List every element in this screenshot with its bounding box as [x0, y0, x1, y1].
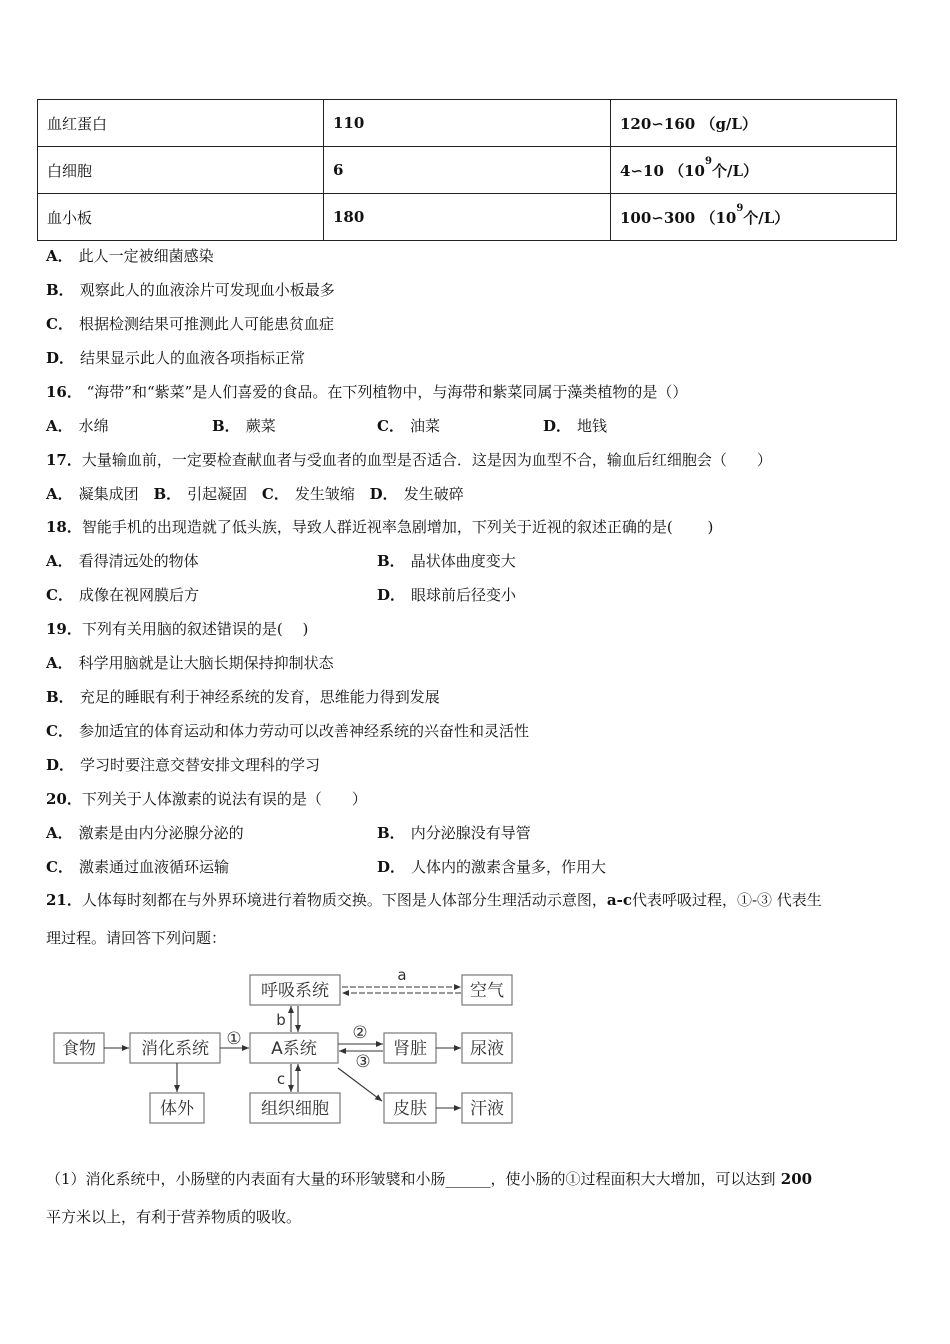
q19-option-b: B． 充足的睡眠有利于神经系统的发育，思维能力得到发展 — [46, 688, 440, 706]
box-a-system-label: A系统 — [271, 1039, 317, 1059]
q20-option-b: B． 内分泌腺没有导管 — [377, 824, 531, 842]
label-one: ① — [226, 1029, 242, 1049]
q18-option-b: B． 晶状体曲度变大 — [377, 552, 516, 570]
table-cell-range: 100∽300 （$10^9$个/L） — [611, 194, 897, 241]
q17-option-d: D． 发生破碎 — [369, 485, 464, 503]
q18-option-a: A． 看得清远处的物体 — [46, 552, 199, 570]
box-air-label: 空气 — [470, 981, 504, 1001]
label-three: ③ — [355, 1052, 371, 1072]
table-cell-value: 180 — [324, 194, 611, 241]
table-cell-range: 120∽160 （g/L） — [611, 100, 897, 147]
q17-stem: 17．大量输血前，一定要检查献血者与受血者的血型是否适合．这是因为血型不合，输血后红细胞会（ ） — [46, 451, 772, 469]
table-row — [38, 147, 897, 194]
q17-option-c: C． 发生皱缩 — [261, 485, 355, 503]
q16-stem: 16． “海带”和“紫菜”是人们喜爱的食品。在下列植物中，与海带和紫菜同属于藻类植物的是（） — [46, 383, 688, 401]
q20-option-d: D． 人体内的激素含量多，作用大 — [377, 858, 607, 876]
label-a: a — [397, 966, 407, 984]
q15-option-c: C． 根据检测结果可推测此人可能患贫血症 — [46, 315, 334, 333]
q15-option-b: B． 观察此人的血液涂片可发现血小板最多 — [46, 281, 335, 299]
table-cell-name: 白细胞 — [38, 147, 324, 194]
box-tissue-label: 组织细胞 — [261, 1099, 329, 1119]
label-b: b — [276, 1011, 286, 1029]
answer-blank[interactable]: ______ — [445, 1170, 491, 1188]
box-sweat-label: 汗液 — [470, 1099, 504, 1119]
table-cell-value: 110 — [324, 100, 611, 147]
box-skin-label: 皮肤 — [393, 1099, 427, 1119]
physiology-diagram — [0, 955, 950, 1145]
box-outside-label: 体外 — [160, 1099, 194, 1119]
q21-sub1-line2: 平方米以上，有利于营养物质的吸收。 — [46, 1208, 302, 1226]
q19-option-a: A． 科学用脑就是让大脑长期保持抑制状态 — [46, 654, 334, 672]
q15-option-a: A． 此人一定被细菌感染 — [46, 247, 214, 265]
q17-option-b: B． 引起凝固 — [153, 485, 248, 503]
q20-stem: 20．下列关于人体激素的说法有误的是（ ） — [46, 790, 367, 808]
q20-option-c: C． 激素通过血液循环运输 — [46, 858, 229, 876]
table-row — [38, 194, 897, 241]
box-respiratory-label: 呼吸系统 — [261, 981, 329, 1001]
q21-stem-line2: 理过程。请回答下列问题： — [46, 929, 227, 947]
box-food-label: 食物 — [62, 1039, 96, 1059]
table-cell-range: 4∽10 （$10^9$个/L） — [611, 147, 897, 194]
label-c: c — [276, 1070, 286, 1088]
q16-option-a: A． 水绵 — [46, 417, 109, 435]
box-urine-label: 尿液 — [470, 1039, 504, 1059]
q19-option-d: D． 学习时要注意交替安排文理科的学习 — [46, 756, 321, 774]
box-digestive-label: 消化系统 — [141, 1039, 209, 1059]
table-cell-value: 6 — [324, 147, 611, 194]
q18-stem: 18．智能手机的出现造就了低头族，导致人群近视率急剧增加，下列关于近视的叙述正确的是( ) — [46, 518, 714, 536]
q17-option-a: A． 凝集成团 — [46, 485, 139, 503]
q17-options — [46, 483, 464, 505]
q16-option-d: D． 地钱 — [543, 417, 608, 435]
q21-sub1-line1: （1）消化系统中，小肠壁的内表面有大量的环形皱襞和小肠______，使小肠的①过程面积大大增加，可以达到 200 — [46, 1170, 813, 1188]
blood-test-table — [37, 99, 897, 241]
table-cell-name: 血红蛋白 — [38, 100, 324, 147]
label-two: ② — [352, 1023, 368, 1043]
q19-option-c: C． 参加适宜的体育运动和体力劳动可以改善神经系统的兴奋性和灵活性 — [46, 722, 529, 740]
arrow-a-skin — [338, 1068, 382, 1101]
table-cell-name: 血小板 — [38, 194, 324, 241]
table-row — [38, 100, 897, 147]
q16-option-b: B． 蕨菜 — [212, 417, 276, 435]
q18-option-c: C． 成像在视网膜后方 — [46, 586, 199, 604]
q15-option-d: D． 结果显示此人的血液各项指标正常 — [46, 349, 306, 367]
box-kidney-label: 肾脏 — [393, 1039, 427, 1059]
q20-option-a: A． 激素是由内分泌腺分泌的 — [46, 824, 244, 842]
q21-stem-line1: 21．人体每时刻都在与外界环境进行着物质交换。下图是人体部分生理活动示意图，a-c代表呼吸过程，①-③ 代表生 — [46, 891, 822, 909]
q16-option-c: C． 油菜 — [377, 417, 440, 435]
q18-option-d: D． 眼球前后径变小 — [377, 586, 517, 604]
q19-stem: 19．下列有关用脑的叙述错误的是( ) — [46, 620, 309, 638]
